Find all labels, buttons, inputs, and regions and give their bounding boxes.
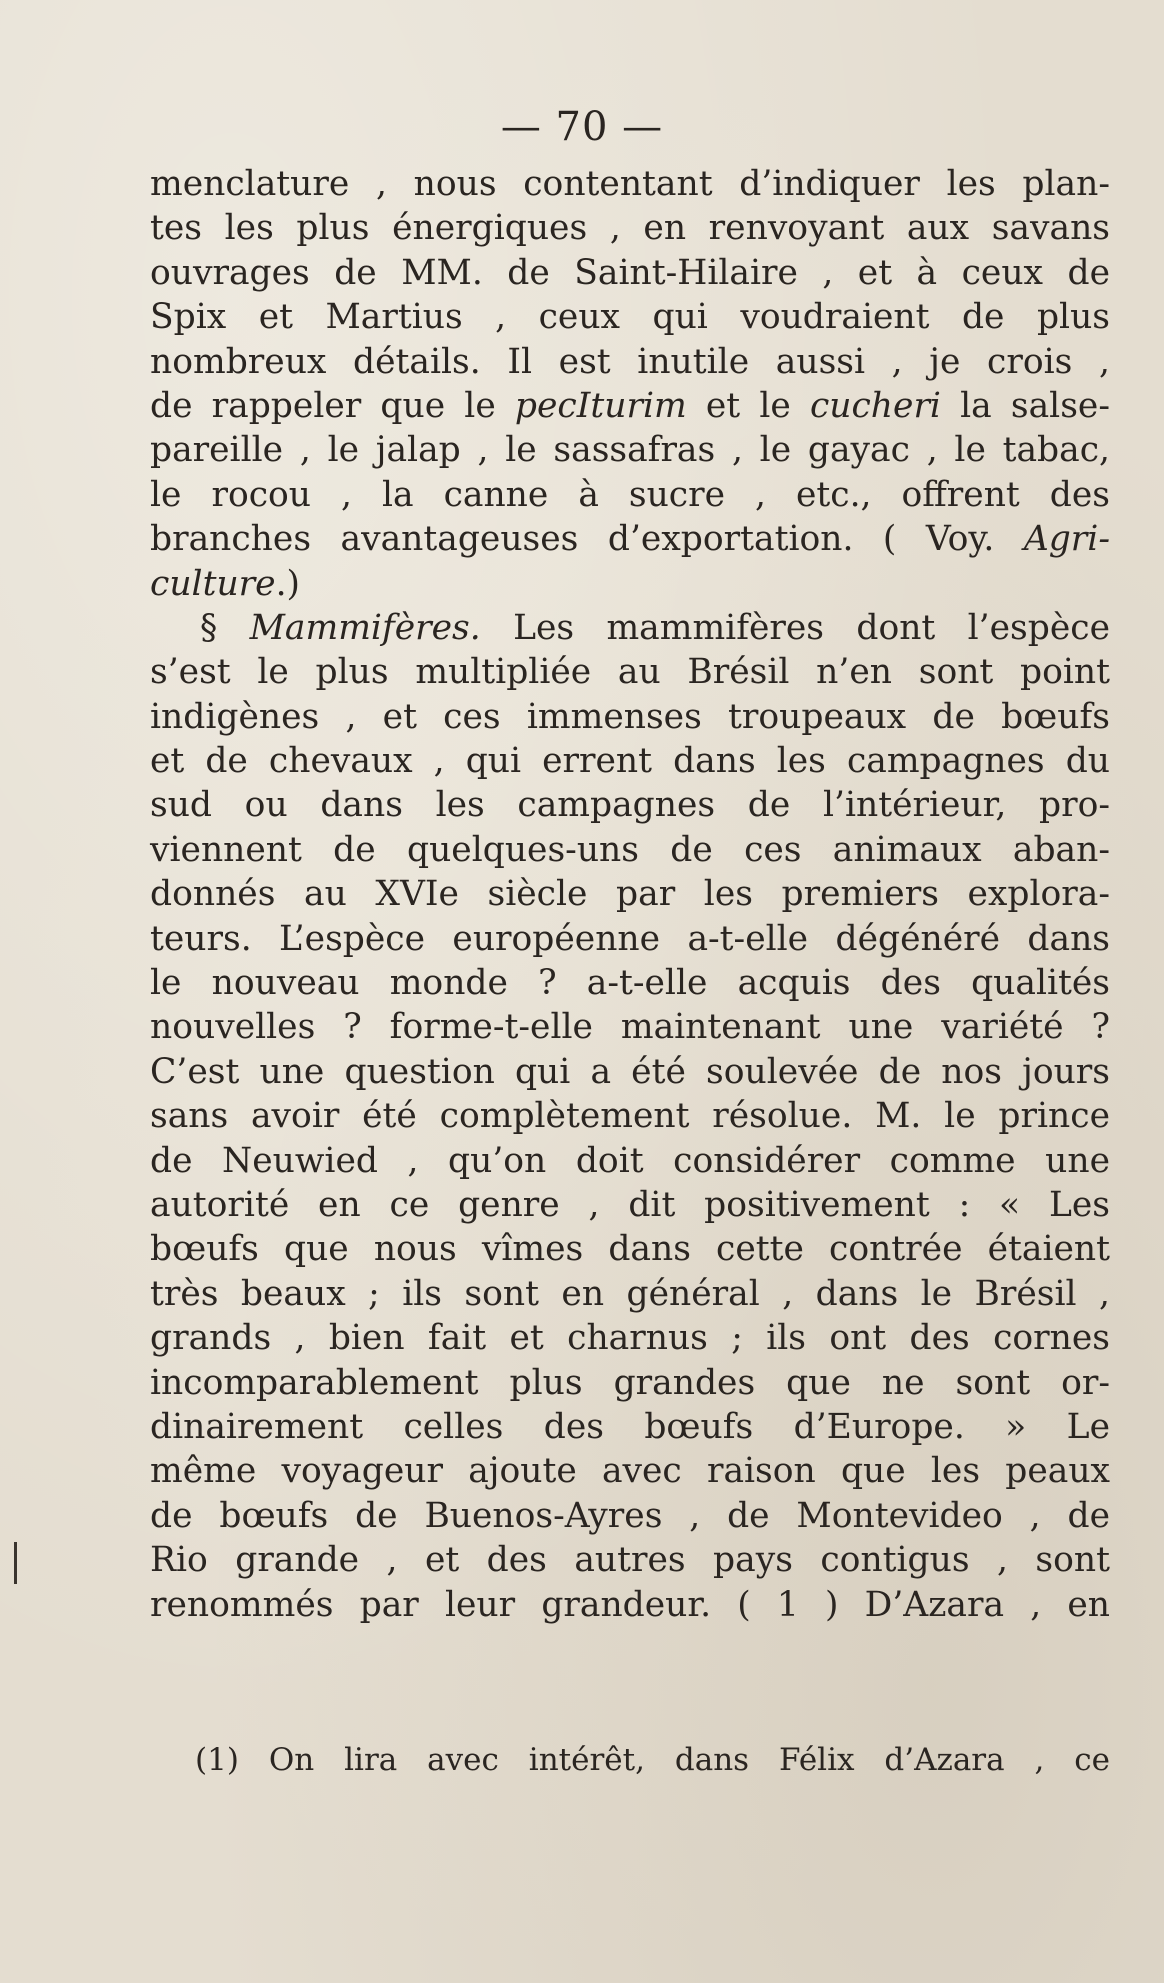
- text-line: grands , bien fait et charnus ; ils ont des cornes: [150, 1318, 1110, 1359]
- text-run: de rappeler que le: [150, 385, 515, 426]
- text-line: donnés au XVIe siècle par les premiers explora-: [150, 874, 1110, 915]
- text-line: pareille , le jalap , le sassafras , le gayac , le tabac,: [150, 430, 1110, 471]
- text-line: viennent de quelques-uns de ces animaux aban-: [150, 829, 1110, 870]
- text-line: C’est une question qui a été soulevée de nos jours: [150, 1051, 1110, 1092]
- text-line: sans avoir été complètement résolue. M. le prince: [150, 1096, 1110, 1137]
- page-number: — 70 —: [500, 104, 664, 150]
- text-line: Spix et Martius , ceux qui voudraient de plus: [150, 297, 1110, 338]
- italic-reference: Agri-: [1023, 519, 1110, 560]
- text-line: [150, 562, 1110, 606]
- section-title: Mammifères.: [249, 607, 481, 648]
- section-heading-line: [150, 606, 1110, 650]
- text-line: très beaux ; ils sont en général , dans le Brésil ,: [150, 1273, 1110, 1314]
- text-run: Les mammifères dont l’espèce: [480, 607, 1111, 648]
- text-line: dinairement celles des bœufs d’Europe. » Le: [150, 1406, 1110, 1447]
- text-line: tes les plus énergiques , en renvoyant aux savans: [150, 208, 1110, 249]
- text-line: nouvelles ? forme-t-elle maintenant une variété ?: [150, 1007, 1110, 1048]
- text-line: le rocou , la canne à sucre , etc., offrent des: [150, 474, 1110, 515]
- text-line: sud ou dans les campagnes de l’intérieur, pro-: [150, 785, 1110, 826]
- text-line: de bœufs de Buenos-Ayres , de Montevideo , de: [150, 1495, 1110, 1536]
- text-line: ouvrages de MM. de Saint-Hilaire , et à ceux de: [150, 252, 1110, 293]
- margin-mark: [14, 1542, 17, 1584]
- text-line: même voyageur ajoute avec raison que les peaux: [150, 1451, 1110, 1492]
- text-line: [150, 384, 1110, 428]
- text-line: menclature , nous contentant d’indiquer les plan-: [150, 164, 1110, 204]
- text-line: renommés par leur grandeur. ( 1 ) D’Azara , en: [150, 1584, 1110, 1625]
- text-line: autorité en ce genre , dit positivement : « Les: [150, 1184, 1110, 1225]
- italic-term-cucheri: cucheri: [809, 385, 941, 426]
- text-line: Rio grande , et des autres pays contigus , sont: [150, 1540, 1110, 1581]
- body-text: [150, 162, 1110, 1627]
- text-run: .): [275, 563, 301, 604]
- text-run: et le: [686, 385, 810, 426]
- footnote: (1) On lira avec intérêt, dans Félix d’Azara , ce: [195, 1742, 1110, 1778]
- text-run: la salse-: [940, 385, 1110, 426]
- text-line: incomparablement plus grandes que ne sont or-: [150, 1362, 1110, 1403]
- text-line: indigènes , et ces immenses troupeaux de bœufs: [150, 696, 1110, 737]
- text-line: le nouveau monde ? a-t-elle acquis des qualités: [150, 963, 1110, 1004]
- italic-reference: culture: [150, 563, 276, 604]
- text-line: nombreux détails. Il est inutile aussi , je crois ,: [150, 341, 1110, 382]
- italic-term-pecIturim: pecIturim: [514, 385, 687, 426]
- text-line: s’est le plus multipliée au Brésil n’en sont point: [150, 652, 1110, 693]
- text-line: et de chevaux , qui errent dans les campagnes du: [150, 741, 1110, 782]
- text-line: teurs. L’espèce européenne a-t-elle dégénéré dans: [150, 918, 1110, 959]
- text-line: [150, 517, 1110, 561]
- text-line: bœufs que nous vîmes dans cette contrée étaient: [150, 1229, 1110, 1270]
- section-mark: §: [200, 607, 250, 648]
- text-line: de Neuwied , qu’on doit considérer comme une: [150, 1140, 1110, 1181]
- text-run: branches avantageuses d’exportation. ( Voy.: [150, 519, 1024, 560]
